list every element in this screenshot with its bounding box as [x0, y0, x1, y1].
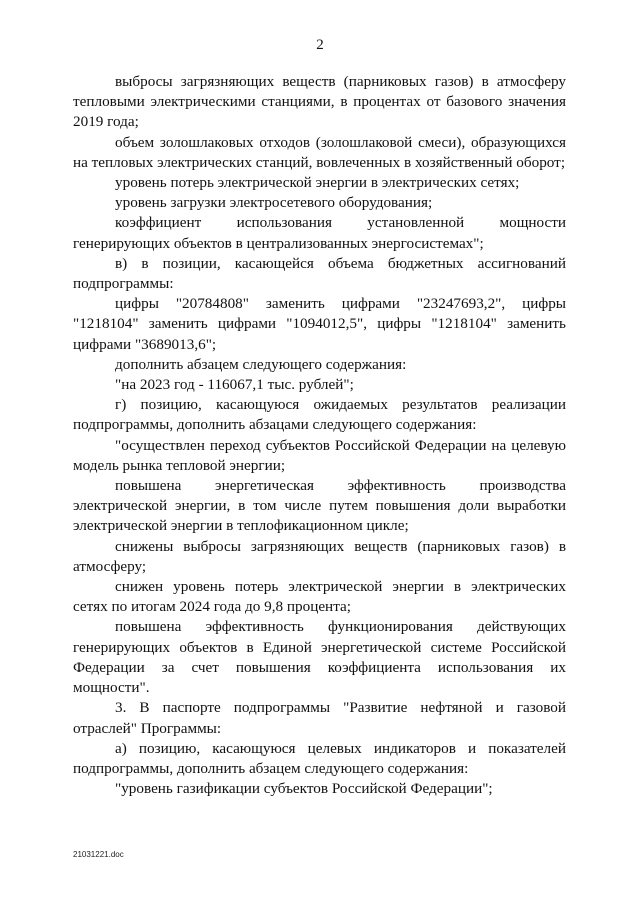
- document-body: [73, 72, 566, 799]
- paragraph: объем золошлаковых отходов (золошлаковой смеси), образующихся на тепловых электрических станций, вовлеченных в хозяйственный оборот;: [73, 133, 566, 171]
- paragraph: "уровень газификации субъектов Российской Федерации";: [115, 780, 493, 798]
- paragraph: 3. В паспорте подпрограммы "Развитие нефтяной и газовой отраслей" Программы:: [73, 699, 566, 737]
- paragraph: повышена эффективность функционирования действующих генерирующих объектов в Единой энергетической системе Российской Федерации за счет повышения коэффициента использования их мощности".: [73, 618, 566, 697]
- paragraph: уровень потерь электрической энергии в электрических сетях;: [115, 174, 520, 192]
- paragraph: коэффициент использования установленной мощности генерирующих объектов в централизованных энергосистемах";: [73, 214, 566, 252]
- page-number: 2: [316, 37, 324, 53]
- document-filename-footer: 21031221.doc: [73, 850, 124, 859]
- paragraph: снижены выбросы загрязняющих веществ (парниковых газов) в атмосферу;: [73, 537, 566, 575]
- paragraph: уровень загрузки электросетевого оборудования;: [115, 194, 433, 212]
- paragraph: выбросы загрязняющих веществ (парниковых газов) в атмосферу тепловыми электрическими станциями, в процентах от базового значения 2019 года;: [73, 73, 566, 131]
- paragraph: цифры "20784808" заменить цифрами "23247693,2", цифры "1218104" заменить цифрами "1094012,5", цифры "1218104" заменить цифрами "3689013,6";: [73, 295, 566, 353]
- paragraph: а) позицию, касающуюся целевых индикаторов и показателей подпрограммы, дополнить абзацем следующего содержания:: [73, 739, 566, 777]
- paragraph: повышена энергетическая эффективность производства электрической энергии, в том числе путем повышения доли выработки электрической энергии в теплофикационном цикле;: [73, 477, 566, 535]
- paragraph: г) позицию, касающуюся ожидаемых результатов реализации подпрограммы, дополнить абзацами следующего содержания:: [73, 396, 566, 434]
- paragraph: дополнить абзацем следующего содержания:: [115, 355, 407, 373]
- paragraph: в) в позиции, касающейся объема бюджетных ассигнований подпрограммы:: [73, 254, 566, 293]
- paragraph: снижен уровень потерь электрической энергии в электрических сетях по итогам 2024 года до 9,8 процента;: [73, 578, 566, 616]
- paragraph: "осуществлен переход субъектов Российской Федерации на целевую модель рынка тепловой энергии;: [73, 436, 566, 474]
- paragraph: "на 2023 год - 116067,1 тыс. рублей";: [115, 376, 354, 394]
